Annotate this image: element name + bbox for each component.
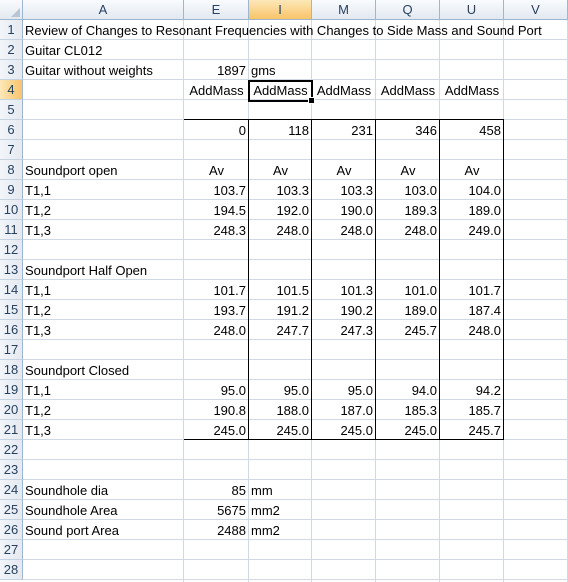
column-header-q[interactable]: Q xyxy=(376,0,440,20)
cell-add-mass-header[interactable]: AddMass xyxy=(444,83,500,98)
cell-soundhole-dia-unit[interactable]: mm xyxy=(251,483,273,498)
cell-frequency-value[interactable]: 103.3 xyxy=(276,183,309,198)
cell-soundhole-area-value[interactable]: 5675 xyxy=(217,503,246,518)
cell-soundhole-area-unit[interactable]: mm2 xyxy=(251,503,280,518)
cell-frequency-value[interactable]: 248.0 xyxy=(340,223,373,238)
cell-section-title[interactable]: Soundport Closed xyxy=(25,363,130,378)
cell-mode-label[interactable]: T1,2 xyxy=(25,303,52,318)
row-header-16[interactable]: 16 xyxy=(0,320,23,340)
table-border-vertical xyxy=(311,119,312,440)
cell-frequency-value[interactable]: 189.3 xyxy=(404,203,437,218)
cell-mode-label[interactable]: T1,3 xyxy=(25,323,52,338)
cell-mass-2[interactable]: 231 xyxy=(351,123,373,138)
row-header-25[interactable]: 25 xyxy=(0,500,23,520)
cell-av-header[interactable]: Av xyxy=(209,163,224,178)
cell-frequency-value[interactable]: 103.7 xyxy=(213,183,246,198)
row-header-12[interactable]: 12 xyxy=(0,240,23,260)
horizontal-gridline xyxy=(23,59,568,60)
horizontal-gridline xyxy=(23,479,568,480)
row-header-15[interactable]: 15 xyxy=(0,300,23,320)
cell-frequency-value[interactable]: 185.7 xyxy=(468,403,501,418)
cell-mode-label[interactable]: T1,1 xyxy=(25,283,52,298)
cell-mass-4[interactable]: 458 xyxy=(479,123,501,138)
cell-frequency-value[interactable]: 248.0 xyxy=(468,323,501,338)
row-header-14[interactable]: 14 xyxy=(0,280,23,300)
cell-soundhole-dia-value[interactable]: 85 xyxy=(231,483,246,498)
cell-mode-label[interactable]: T1,2 xyxy=(25,203,52,218)
table-border-vertical xyxy=(439,119,440,440)
horizontal-gridline xyxy=(23,259,568,260)
cell-soundport-area-value[interactable]: 2488 xyxy=(217,523,246,538)
cell-frequency-value[interactable]: 191.2 xyxy=(276,303,309,318)
cell-av-header[interactable]: Av xyxy=(464,163,480,178)
cell-title[interactable]: Review of Changes to Resonant Frequencies with Changes to Side Mass and Sound Port xyxy=(25,23,542,38)
cell-frequency-value[interactable]: 94.0 xyxy=(411,383,437,398)
row-header-4[interactable]: 4 xyxy=(0,80,23,100)
column-header-v[interactable]: V xyxy=(504,0,568,20)
cell-frequency-value[interactable]: 194.5 xyxy=(213,203,246,218)
cell-without-weights-unit[interactable]: gms xyxy=(251,63,276,78)
cell-frequency-value[interactable]: 245.7 xyxy=(404,323,437,338)
cell-frequency-value[interactable]: 248.3 xyxy=(213,223,246,238)
horizontal-gridline xyxy=(23,159,568,160)
column-header-u[interactable]: U xyxy=(440,0,504,20)
cell-section-title[interactable]: Soundport open xyxy=(25,163,118,178)
table-border-bottom xyxy=(184,439,504,440)
row-header-26[interactable]: 26 xyxy=(0,520,23,540)
row-header-24[interactable]: 24 xyxy=(0,480,23,500)
cell-mass-3[interactable]: 346 xyxy=(415,123,437,138)
row-header-28[interactable]: 28 xyxy=(0,560,23,580)
cell-frequency-value[interactable]: 185.3 xyxy=(404,403,437,418)
cell-frequency-value[interactable]: 190.8 xyxy=(213,403,246,418)
cell-frequency-value[interactable]: 248.0 xyxy=(213,323,246,338)
fill-handle[interactable] xyxy=(308,97,315,104)
row-header-7[interactable]: 7 xyxy=(0,140,23,160)
row-header-19[interactable]: 19 xyxy=(0,380,23,400)
horizontal-gridline xyxy=(23,459,568,460)
cell-guitar[interactable]: Guitar CL012 xyxy=(25,43,103,58)
cell-add-mass-header[interactable]: AddMass xyxy=(189,83,244,98)
cell-add-mass-header[interactable]: AddMass xyxy=(316,83,372,98)
cell-soundport-area-label[interactable]: Sound port Area xyxy=(25,523,119,538)
cell-frequency-value[interactable]: 95.0 xyxy=(220,383,246,398)
row-header-1[interactable]: 1 xyxy=(0,20,23,40)
table-border-top xyxy=(184,119,504,120)
cell-frequency-value[interactable]: 104.0 xyxy=(468,183,501,198)
row-header-5[interactable]: 5 xyxy=(0,100,23,120)
row-header-2[interactable]: 2 xyxy=(0,40,23,60)
horizontal-gridline xyxy=(23,359,568,360)
horizontal-gridline xyxy=(23,579,568,580)
cell-section-title[interactable]: Soundport Half Open xyxy=(25,263,148,278)
cell-frequency-value[interactable]: 101.7 xyxy=(468,283,501,298)
column-header-i[interactable]: I xyxy=(249,0,312,20)
cell-frequency-value[interactable]: 94.2 xyxy=(475,383,501,398)
cell-frequency-value[interactable]: 190.0 xyxy=(340,203,373,218)
row-header-9[interactable]: 9 xyxy=(0,180,23,200)
cell-add-mass-header[interactable]: AddMass xyxy=(253,83,308,98)
cell-frequency-value[interactable]: 187.4 xyxy=(468,303,501,318)
cell-frequency-value[interactable]: 189.0 xyxy=(404,303,437,318)
row-header-10[interactable]: 10 xyxy=(0,200,23,220)
cell-frequency-value[interactable]: 101.3 xyxy=(340,283,373,298)
cell-soundhole-dia-label[interactable]: Soundhole dia xyxy=(25,483,109,498)
cell-frequency-value[interactable]: 248.0 xyxy=(404,223,437,238)
row-header-23[interactable]: 23 xyxy=(0,460,23,480)
cell-frequency-value[interactable]: 245.0 xyxy=(213,423,246,438)
cell-frequency-value[interactable]: 247.3 xyxy=(340,323,373,338)
cell-frequency-value[interactable]: 101.7 xyxy=(213,283,246,298)
cell-frequency-value[interactable]: 95.0 xyxy=(347,383,373,398)
select-all-corner[interactable] xyxy=(0,0,23,20)
column-header-a[interactable]: A xyxy=(23,0,184,20)
row-header-8[interactable]: 8 xyxy=(0,160,23,180)
row-header-20[interactable]: 20 xyxy=(0,400,23,420)
cell-frequency-value[interactable]: 193.7 xyxy=(213,303,246,318)
cell-av-header[interactable]: Av xyxy=(400,163,416,178)
cell-frequency-value[interactable]: 245.0 xyxy=(340,423,373,438)
cell-frequency-value[interactable]: 103.3 xyxy=(340,183,373,198)
cell-frequency-value[interactable]: 248.0 xyxy=(276,223,309,238)
row-header-11[interactable]: 11 xyxy=(0,220,23,240)
select-all-triangle-icon xyxy=(11,8,20,17)
row-header-22[interactable]: 22 xyxy=(0,440,23,460)
cell-frequency-value[interactable]: 95.0 xyxy=(283,383,309,398)
cell-frequency-value[interactable]: 101.0 xyxy=(404,283,437,298)
cell-mode-label[interactable]: T1,3 xyxy=(25,223,52,238)
cell-mode-label[interactable]: T1,1 xyxy=(25,383,52,398)
column-header-e[interactable]: E xyxy=(184,0,249,20)
table-border-vertical xyxy=(248,119,249,440)
row-header-6[interactable]: 6 xyxy=(0,120,23,140)
cell-without-weights-label[interactable]: Guitar without weights xyxy=(25,63,153,78)
horizontal-gridline xyxy=(23,559,568,560)
cell-frequency-value[interactable]: 188.0 xyxy=(276,403,309,418)
row-header-27[interactable]: 27 xyxy=(0,540,23,560)
active-cell-cursor xyxy=(248,80,313,102)
cell-add-mass-header[interactable]: AddMass xyxy=(380,83,436,98)
cell-mass-1[interactable]: 118 xyxy=(288,123,309,138)
cell-without-weights-value[interactable]: 1897 xyxy=(217,63,246,78)
row-header-17[interactable]: 17 xyxy=(0,340,23,360)
cell-frequency-value[interactable]: 187.0 xyxy=(340,403,373,418)
cell-mass-0[interactable]: 0 xyxy=(238,123,246,138)
cell-mode-label[interactable]: T1,3 xyxy=(25,423,52,438)
cell-frequency-value[interactable]: 247.7 xyxy=(276,323,309,338)
cell-frequency-value[interactable]: 245.0 xyxy=(404,423,437,438)
cell-frequency-value[interactable]: 103.0 xyxy=(404,183,437,198)
cell-frequency-value[interactable]: 245.0 xyxy=(276,423,309,438)
cell-frequency-value[interactable]: 192.0 xyxy=(276,203,309,218)
cell-frequency-value[interactable]: 190.2 xyxy=(340,303,373,318)
column-header-m[interactable]: M xyxy=(312,0,376,20)
cell-frequency-value[interactable]: 249.0 xyxy=(468,223,501,238)
table-border-vertical xyxy=(375,119,376,440)
cell-frequency-value[interactable]: 245.7 xyxy=(468,423,501,438)
row-header-18[interactable]: 18 xyxy=(0,360,23,380)
cell-frequency-value[interactable]: 189.0 xyxy=(468,203,501,218)
row-header-3[interactable]: 3 xyxy=(0,60,23,80)
cell-soundport-area-unit[interactable]: mm2 xyxy=(251,523,280,538)
row-header-13[interactable]: 13 xyxy=(0,260,23,280)
table-border-vertical xyxy=(503,119,504,440)
cell-av-header[interactable]: Av xyxy=(336,163,352,178)
row-header-21[interactable]: 21 xyxy=(0,420,23,440)
cell-soundhole-area-label[interactable]: Soundhole Area xyxy=(25,503,118,518)
cell-av-header[interactable]: Av xyxy=(273,163,288,178)
cell-mode-label[interactable]: T1,2 xyxy=(25,403,52,418)
cell-mode-label[interactable]: T1,1 xyxy=(25,183,52,198)
cell-frequency-value[interactable]: 101.5 xyxy=(276,283,309,298)
